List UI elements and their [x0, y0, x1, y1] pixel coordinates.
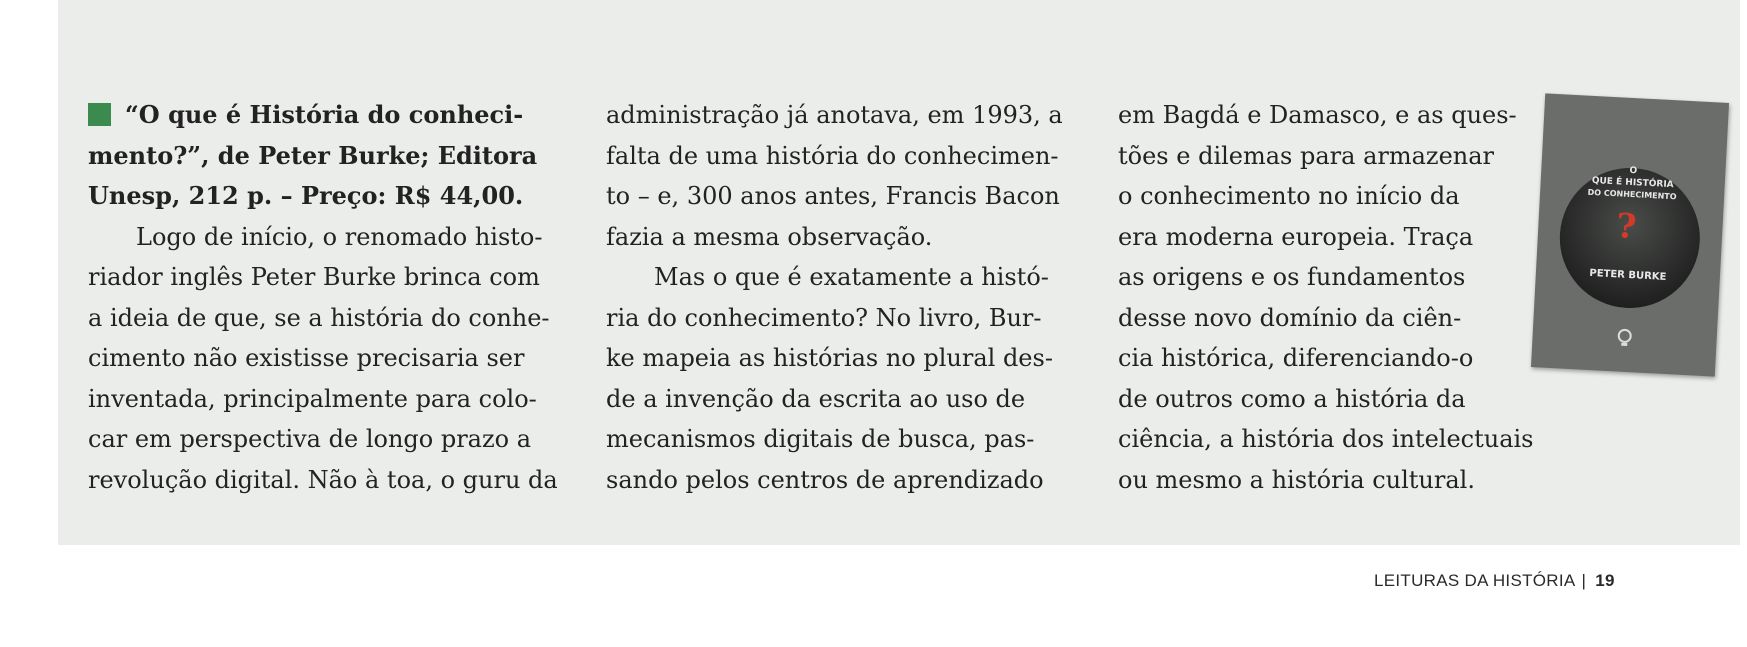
paragraph-line: ke mapeia as histórias no plural des-: [606, 344, 1053, 372]
review-column-3: [1118, 95, 1588, 500]
paragraph-line: car em perspectiva de longo prazo a: [88, 425, 532, 453]
paragraph-line: ciência, a história dos intelectuais: [1118, 425, 1534, 453]
paragraph-line: o conhecimento no início da: [1118, 182, 1460, 210]
paragraph-line: tões e dilemas para armazenar: [1118, 141, 1495, 170]
green-square-marker-icon: [88, 103, 111, 126]
paragraph-line: sando pelos centros de aprendizado: [606, 465, 1044, 494]
paragraph-line: de outros como a história da: [1118, 384, 1466, 413]
paragraph-line: cimento não existisse precisaria ser: [88, 344, 525, 372]
paragraph-line: ou mesmo a história cultural.: [1118, 465, 1475, 494]
book-citation-line-1: “O que é História do conheci-: [88, 95, 561, 136]
footer-section-name: LEITURAS DA HISTÓRIA: [1374, 571, 1576, 590]
cover-title-line-1: O: [1629, 165, 1638, 177]
book-citation-line-2: mento?”, de Peter Burke; Editora: [88, 140, 538, 170]
paragraph-line: revolução digital. Não à toa, o guru da: [88, 465, 558, 494]
paragraph-line: fazia a mesma observação.: [606, 222, 933, 251]
page-footer: [1374, 571, 1615, 591]
book-cover-art: [1531, 93, 1729, 376]
book-citation-line-3: Unesp, 212 p. – Preço: R$ 44,00.: [88, 181, 524, 210]
paragraph-line: Logo de início, o renomado histo-: [136, 222, 543, 251]
paragraph-line: falta de uma história do conhecimen-: [606, 141, 1059, 170]
paragraph-line: to – e, 300 anos antes, Francis Bacon: [606, 182, 1060, 210]
cover-title-line-3: DO CONHECIMENTO: [1587, 187, 1677, 202]
publisher-logo-icon: [1618, 330, 1631, 343]
cover-author: PETER BURKE: [1589, 267, 1667, 283]
paragraph-line: de a invenção da escrita ao uso de: [606, 384, 1026, 413]
publisher-logo-base: [1621, 343, 1627, 346]
paragraph-line: Mas o que é exatamente a histó-: [654, 263, 1049, 291]
cover-title-line-2: QUE É HISTÓRIA: [1591, 175, 1674, 191]
paragraph-line: cia histórica, diferenciando-o: [1118, 344, 1474, 372]
paragraph-line: mecanismos digitais de busca, pas-: [606, 425, 1035, 453]
paragraph-line: riador inglês Peter Burke brinca com: [88, 263, 540, 291]
review-column-2: [606, 95, 1082, 500]
book-cover-image: [1531, 93, 1729, 376]
page-number: 19: [1595, 571, 1615, 590]
footer-separator: |: [1581, 571, 1587, 590]
paragraph-line: administração já anotava, em 1993, a: [606, 101, 1063, 129]
review-column-1: [88, 95, 561, 500]
paragraph-line: em Bagdá e Damasco, e as ques-: [1118, 101, 1517, 129]
paragraph-line: era moderna europeia. Traça: [1118, 222, 1474, 251]
paragraph-line: as origens e os fundamentos: [1118, 263, 1466, 291]
paragraph-line: inventada, principalmente para colo-: [88, 384, 537, 413]
paragraph-line: ria do conhecimento? No livro, Bur-: [606, 303, 1042, 332]
paragraph-line: desse novo domínio da ciên-: [1118, 303, 1462, 332]
cover-question-mark-icon: ?: [1615, 206, 1638, 248]
paragraph-line: a ideia de que, se a história do conhe-: [88, 303, 550, 332]
